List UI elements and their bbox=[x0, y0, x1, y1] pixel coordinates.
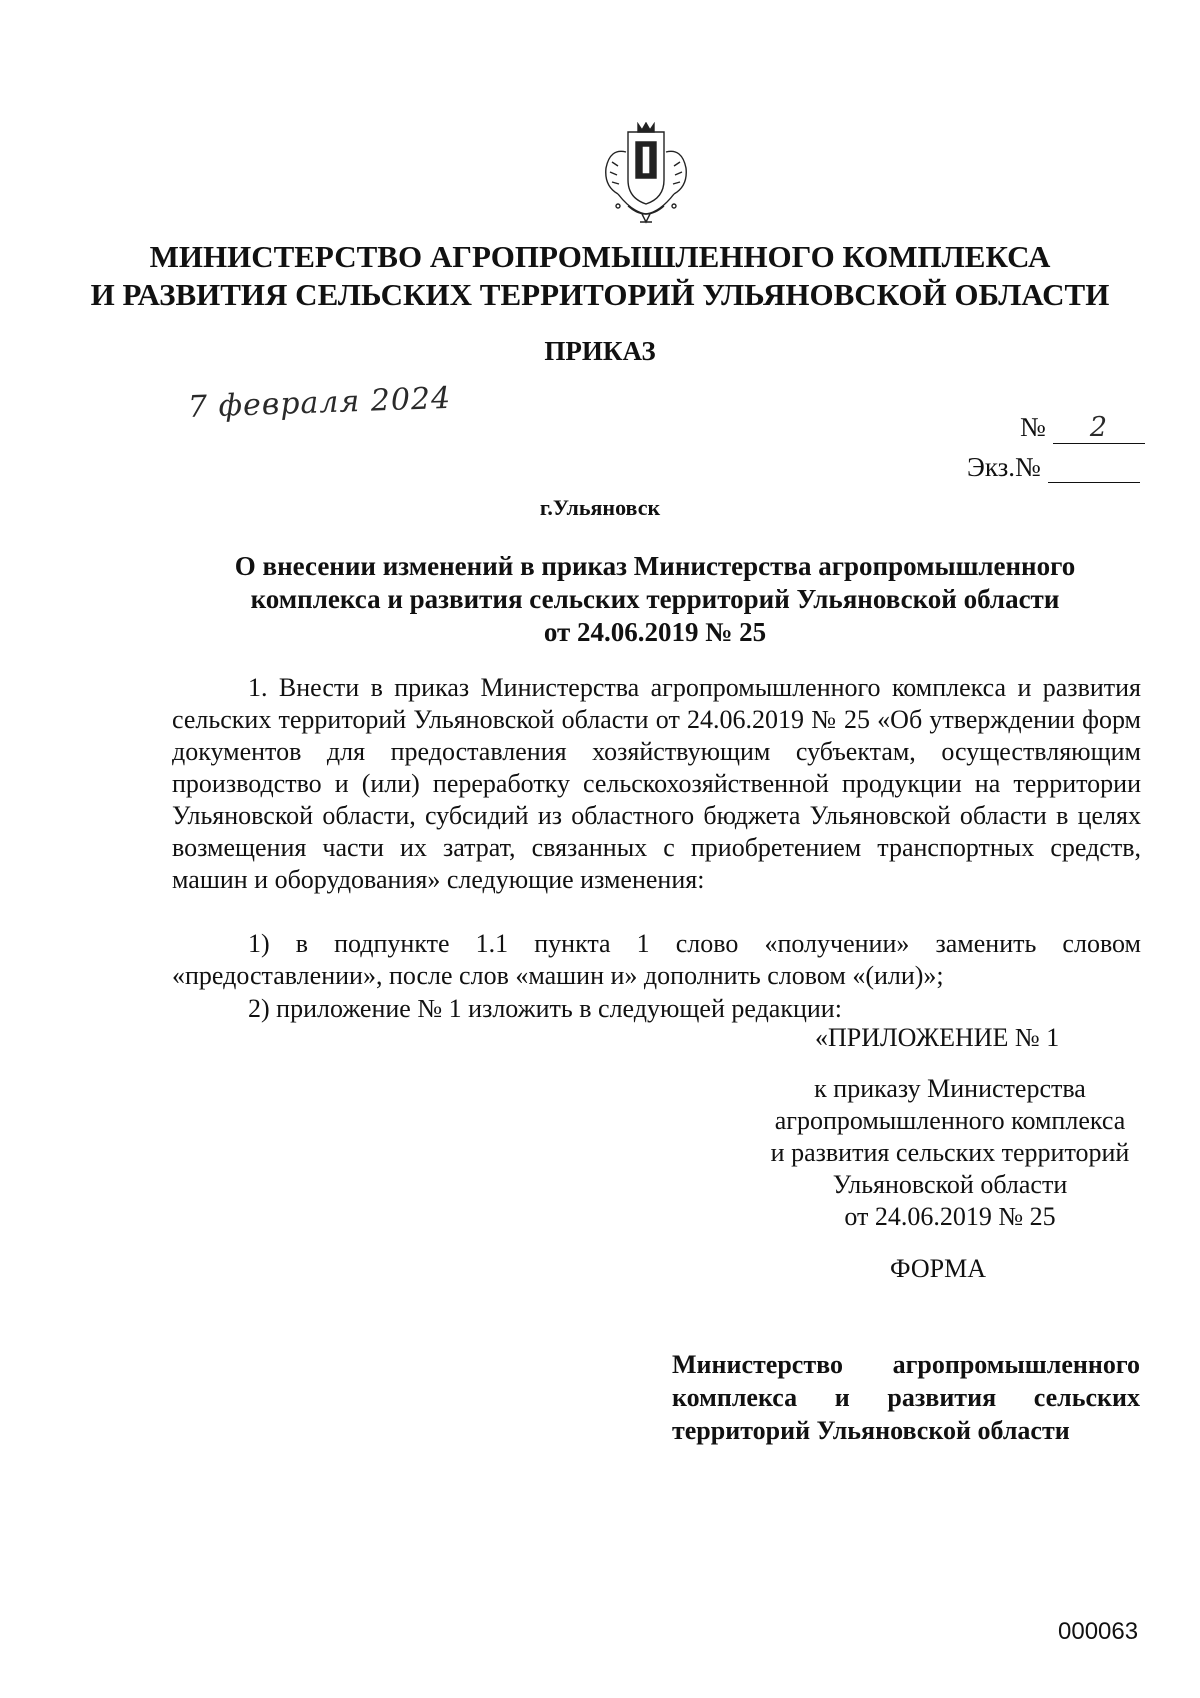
page-number: 000063 bbox=[1058, 1618, 1139, 1645]
annex-ref-line-3: и развития сельских территорий bbox=[770, 1138, 1130, 1167]
order-number bbox=[1020, 412, 1145, 444]
coat-of-arms-icon bbox=[598, 122, 694, 228]
order-subject bbox=[200, 550, 1110, 649]
annex-ref-line-1: к приказу Министерства bbox=[814, 1074, 1086, 1103]
ministry-line-1: МИНИСТЕРСТВО АГРОПРОМЫШЛЕННОГО КОМПЛЕКСА bbox=[149, 239, 1051, 274]
annex-reference bbox=[740, 1073, 1160, 1233]
annex-ref-line-4: Ульяновской области bbox=[832, 1170, 1068, 1199]
ministry-name bbox=[0, 238, 1200, 314]
recipient-block: Министерство агропромышленного комплекса и развития сельских территорий Ульяновской области bbox=[672, 1350, 1140, 1445]
city: г.Ульяновск bbox=[539, 495, 661, 520]
form-label: ФОРМА bbox=[890, 1254, 986, 1283]
body-paragraph-1: 1. Внести в приказ Министерства агропромышленного комплекса и развития сельских территорий Ульяновской области от 24.06.2019 № 25 «Об утверждении форм документов для предоставления хозяйствующим субъектам, осуществляющим производство и (или) переработку сельскохозяйственной продукции на территории Ульяновской области, субсидий из областного бюджета Ульяновской области в целях возмещения части их затрат, связанных с приобретением транспортных средств, машин и оборудования» следующие изменения: bbox=[172, 673, 1141, 894]
subject-line-3: от 24.06.2019 № 25 bbox=[543, 617, 767, 647]
copy-number-line bbox=[1048, 458, 1140, 483]
annex-title: «ПРИЛОЖЕНИЕ № 1 bbox=[815, 1023, 1060, 1052]
body-paragraph-2: 1) в подпункте 1.1 пункта 1 слово «получении» заменить словом «предоставлении», после слов «машин и» дополнить словом «(или)»; bbox=[172, 929, 1141, 990]
annex-ref-line-5: от 24.06.2019 № 25 bbox=[844, 1202, 1056, 1231]
number-value: 2 bbox=[1053, 412, 1145, 444]
ministry-line-2: И РАЗВИТИЯ СЕЛЬСКИХ ТЕРРИТОРИЙ УЛЬЯНОВСКОЙ ОБЛАСТИ bbox=[90, 277, 1110, 312]
copy-label: Экз.№ bbox=[967, 452, 1041, 482]
annex-ref-line-2: агропромышленного комплекса bbox=[774, 1106, 1126, 1135]
body-paragraph-3: 2) приложение № 1 изложить в следующей редакции: bbox=[248, 994, 842, 1023]
number-label: № bbox=[1020, 412, 1046, 442]
handwritten-date: 7 февраля 2024 bbox=[187, 380, 452, 425]
document-type: ПРИКАЗ bbox=[544, 336, 656, 366]
subject-line-1: О внесении изменений в приказ Министерства агропромышленного bbox=[234, 551, 1076, 581]
copy-number bbox=[967, 452, 1140, 483]
subject-line-2: комплекса и развития сельских территорий Ульяновской области bbox=[250, 584, 1060, 614]
